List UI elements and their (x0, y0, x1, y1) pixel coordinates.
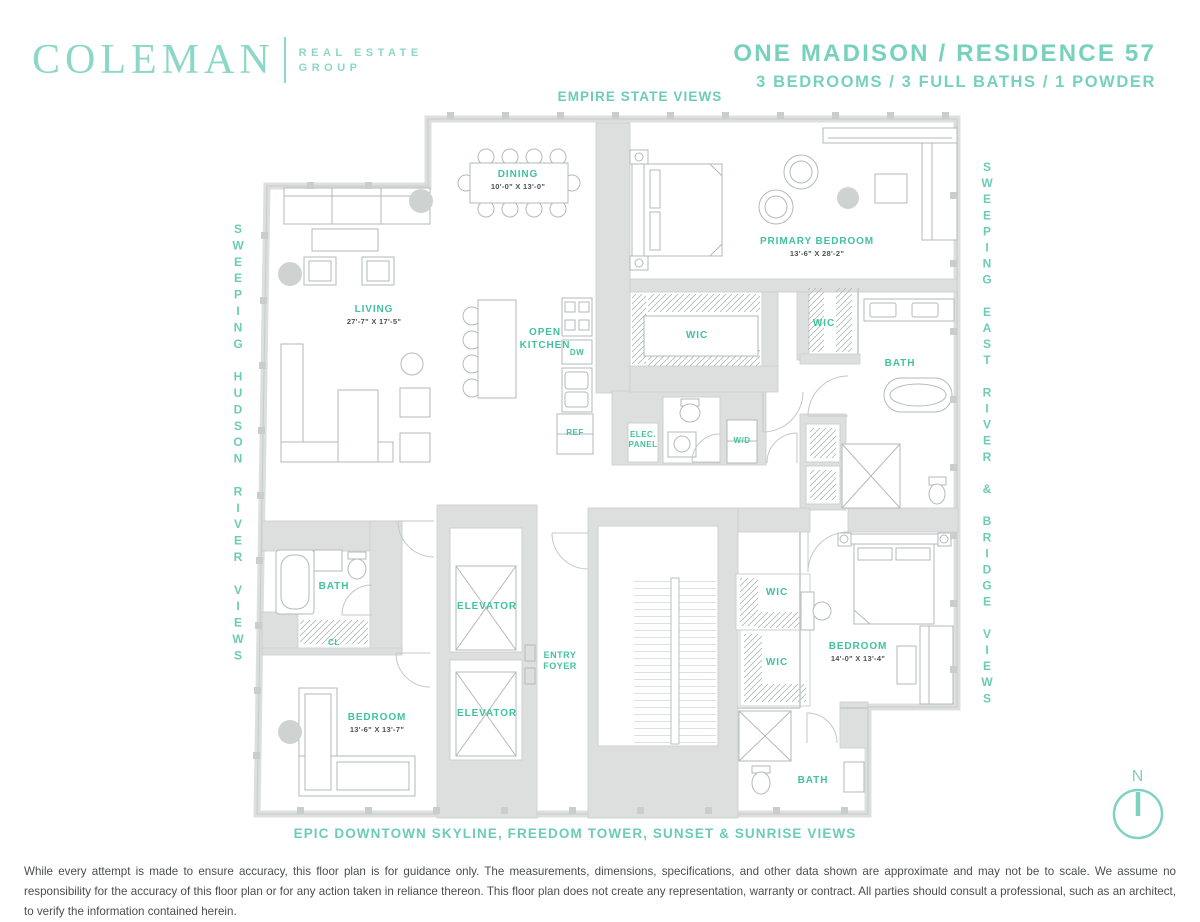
room-label-open-kitchen-2: KITCHEN (519, 340, 571, 351)
room-label-closet: CL (328, 638, 340, 647)
view-caption-bottom: EPIC DOWNTOWN SKYLINE, FREEDOM TOWER, SUNSET & SUNRISE VIEWS (293, 826, 857, 841)
room-label-bedroom2: BEDROOM (828, 641, 888, 652)
brand-logo (32, 36, 423, 84)
room-label-living: LIVING (354, 304, 394, 315)
room-dims-bedroom2: 14'-0" X 13'-4" (830, 654, 886, 663)
room-dims-primary-bedroom: 13'-6" X 28'-2" (789, 249, 845, 258)
room-label-bedroom2-wic2: WIC (765, 657, 789, 668)
room-label-refrigerator: REF (566, 428, 584, 437)
disclaimer-text: While every attempt is made to ensure accuracy, this floor plan is for guidance only. The measurements, dimensions, specifications, and other data shown are approximate and may not be to scale. We assume no responsibility for the accuracy of this floor plan or for any action taken in reliance thereon. This floor plan does not create any representation, warranty or contract. All parties should consult a professional, such as an architect, to verify the information contained herein. (24, 865, 1176, 918)
room-label-elevator2: ELEVATOR (457, 708, 517, 719)
room-label-bath2: BATH (318, 581, 350, 592)
compass-north-label: N (1131, 768, 1145, 785)
brand-tagline: REAL ESTATE GROUP (298, 46, 423, 74)
view-caption-top: EMPIRE STATE VIEWS (557, 89, 723, 104)
room-label-primary-bath: BATH (884, 358, 916, 369)
room-label-entry-foyer-1: ENTRY (543, 650, 577, 660)
room-label-washer-dryer: W/D (733, 436, 751, 445)
room-label-open-kitchen-1: OPEN (529, 327, 561, 338)
brand-divider (284, 37, 286, 83)
listing-subtitle: 3 BEDROOMS / 3 FULL BATHS / 1 POWDER (756, 73, 1156, 91)
room-label-primary-wic: WIC (685, 330, 709, 341)
room-label-bedroom2-wic1: WIC (765, 587, 789, 598)
room-dims-bedroom3: 13'-6" X 13'-7" (349, 725, 405, 734)
room-label-entry-foyer-2: FOYER (543, 661, 577, 671)
view-caption-right: SWEEPING EAST RIVER & BRIDGE VIEWS (980, 160, 994, 708)
view-caption-left: SWEEPING HUDSON RIVER VIEWS (231, 222, 245, 665)
room-label-bath3: BATH (797, 775, 829, 786)
room-dims-dining: 10'-0" X 13'-0" (490, 182, 546, 191)
room-label-bedroom3: BEDROOM (347, 712, 407, 723)
room-dims-living: 27'-7" X 17'-5" (346, 317, 402, 326)
room-label-elec-panel-1: ELEC. (629, 430, 657, 439)
room-label-dining: DINING (497, 169, 539, 180)
listing-title: ONE MADISON / RESIDENCE 57 (733, 40, 1156, 67)
room-label-elec-panel-2: PANEL (628, 440, 658, 449)
compass-icon (1114, 790, 1162, 838)
listing-header (733, 40, 1156, 92)
room-label-primary-bedroom: PRIMARY BEDROOM (759, 236, 875, 247)
room-label-elevator1: ELEVATOR (457, 601, 517, 612)
brand-name: COLEMAN (32, 37, 275, 83)
room-label-bath-wic: WIC (812, 318, 836, 329)
room-label-dishwasher: DW (569, 348, 585, 357)
